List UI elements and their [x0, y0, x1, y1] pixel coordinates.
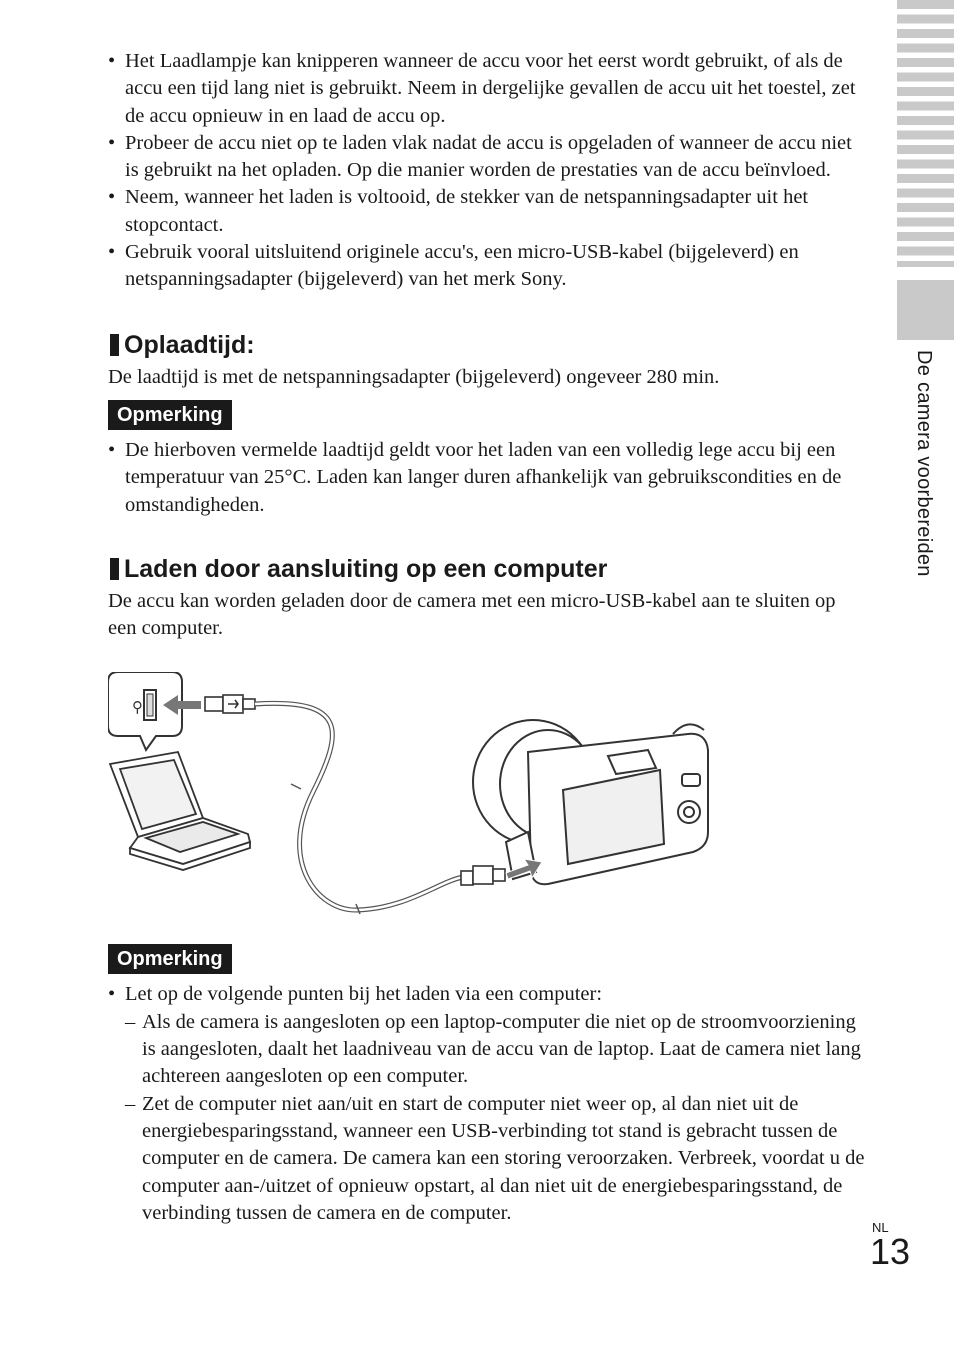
usb-connection-illustration: [108, 672, 868, 922]
laptop-camera-usb-diagram: [108, 672, 868, 922]
chapter-tab: [897, 0, 954, 340]
intro-bullet: • Neem, wanneer het laden is voltooid, de stekker van de netspanningsadapter uit het stopcontact.: [108, 184, 868, 239]
section-heading-text: Laden door aansluiting op een computer: [124, 554, 608, 583]
language-code: NL: [872, 1220, 889, 1235]
note-bullet: • De hierboven vermelde laadtijd geldt voor het laden van een volledig lege accu bij een temperatuur van 25°C. Laden kan langer duren afhankelijk van gebruikscondities en de omstandigheden.: [108, 437, 868, 519]
section-heading-computer: [108, 554, 868, 584]
note-bullet-list: [108, 981, 868, 1008]
note-bullet-list: [108, 437, 868, 519]
section-text: De accu kan worden geladen door de camera met een micro-USB-kabel aan te sluiten op een computer.: [108, 589, 836, 640]
usb-a-plug: [205, 695, 255, 713]
chapter-tab-stripes: [897, 0, 954, 267]
note-dash-list: [125, 1009, 868, 1227]
usb-port-callout: [108, 672, 182, 750]
laptop-illustration: [110, 752, 250, 870]
intro-bullet: • Het Laadlampje kan knipperen wanneer de accu voor het eerst wordt gebruikt, of als de accu een tijd lang niet is gebruikt. Neem in dergelijke gevallen de accu uit het toestel, zet de accu opnieuw in en laad de accu op.: [108, 48, 868, 130]
section-heading-text: Oplaadtijd:: [124, 330, 255, 359]
chapter-tab-block: [897, 280, 954, 340]
note-badge: Opmerking: [108, 400, 232, 430]
camera-illustration: [473, 720, 708, 884]
heading-marker: [110, 558, 119, 580]
note-bullet: [108, 981, 868, 1008]
intro-bullet-list: [108, 48, 868, 294]
note-dash-item: – Als de camera is aangesloten op een laptop-computer die niet op de stroomvoorziening is aangesloten, daalt het laadniveau van de accu van de laptop. Laat de camera niet lang achtereen aangesloten op een computer.: [125, 1009, 868, 1091]
heading-marker: [110, 334, 119, 356]
page-content: [108, 48, 868, 1227]
intro-bullet: • Gebruik vooral uitsluitend originele accu's, een micro-USB-kabel (bijgeleverd) en netspanningsadapter (bijgeleverd) van het merk Sony.: [108, 239, 868, 294]
note-dash-item: – Zet de computer niet aan/uit en start de computer niet weer op, al dan niet uit de energiebesparingsstand, wanneer een USB-verbinding tot stand is gebracht tussen de computer en de camera. De camera kan een storing veroorzaken. Verbreek, voordat u de computer aan-/uitzet of opnieuw opstart, al dan niet uit de energiebesparingsstand, de verbinding tussen de camera en de computer.: [125, 1091, 868, 1227]
note-badge: Opmerking: [108, 944, 232, 974]
section-heading-oplaadtijd: [108, 330, 868, 360]
chapter-title: De camera voorbereiden: [913, 350, 935, 577]
micro-usb-plug: [461, 866, 505, 885]
note-intro-text: Let op de volgende punten bij het laden via een computer:: [125, 983, 603, 1006]
page-number: 13: [870, 1231, 911, 1272]
intro-bullet: • Probeer de accu niet op te laden vlak nadat de accu is opgeladen of wanneer de accu niet is gebruikt na het opladen. Op die manier worden de prestaties van de accu beïnvloed.: [108, 130, 868, 185]
svg-text:⚲: ⚲: [132, 698, 143, 717]
section-text: De laadtijd is met de netspanningsadapter (bijgeleverd) ongeveer 280 min.: [108, 365, 720, 388]
